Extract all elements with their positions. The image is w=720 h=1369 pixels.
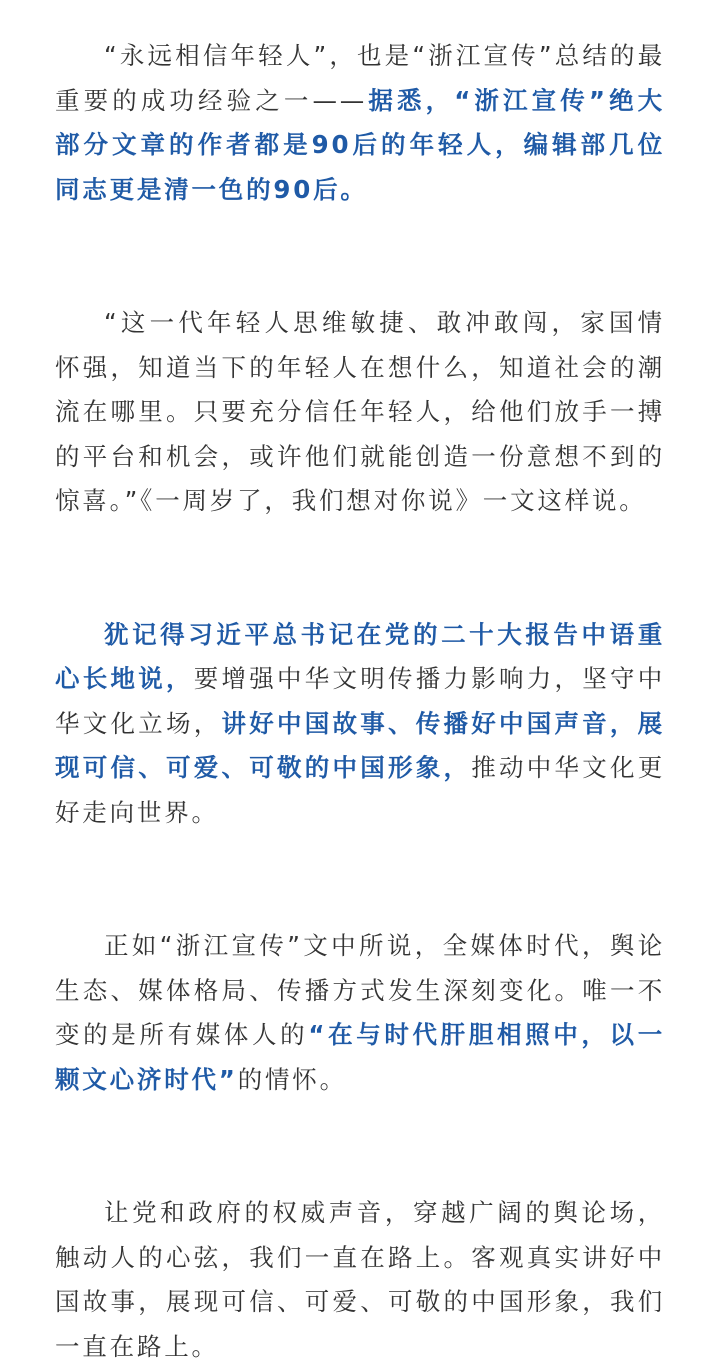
highlighted-text: “在与时代肝胆相照中，以一颗文心济时代” <box>55 1020 665 1094</box>
text-segment: 让党和政府的权威声音，穿越广阔的舆论场，触动人的心弦，我们一直在路上。客观真实讲好中国故事，展现可信、可爱、可敬的中国形象，我们一直在路上。 <box>55 1198 665 1361</box>
paragraph-4 <box>55 924 665 1102</box>
paragraph-3 <box>55 613 665 836</box>
paragraph-1 <box>55 34 665 212</box>
article-body <box>55 34 665 1369</box>
text-segment: 的情怀。 <box>237 1064 347 1094</box>
text-segment: “这一代年轻人思维敏捷、敢冲敢闯，家国情怀强，知道当下的年轻人在想什么，知道社会的潮流在哪里。只要充分信任年轻人，给他们放手一搏的平台和机会，或许他们就能创造一份意想不到的惊喜。”《一周岁了，我们想对你说》一文这样说。 <box>55 308 665 515</box>
text-segment: “永远相信年轻人”，也是“浙江宣传”总结的最重要的成功经验之一—— <box>55 41 665 115</box>
highlighted-text: 据悉，“浙江宣传”绝大部分文章的作者都是90后的年轻人，编辑部几位同志更是清一色的90后。 <box>55 85 665 204</box>
highlighted-text: 讲好中国故事、传播好中国声音，展现可信、可爱、可敬的中国形象， <box>55 708 665 782</box>
highlighted-text: 犹记得习近平总书记在党的二十大报告中语重心长地说， <box>55 619 665 693</box>
text-segment: 正如“浙江宣传”文中所说，全媒体时代，舆论生态、媒体格局、传播方式发生深刻变化。唯一不变的是所有媒体人的 <box>55 931 665 1049</box>
text-segment: 推动中华文化更好走向世界。 <box>55 753 666 827</box>
text-segment: 要增强中华文明传播力影响力，坚守中华文化立场， <box>55 664 666 738</box>
paragraph-2 <box>55 301 665 524</box>
paragraph-5 <box>55 1191 665 1369</box>
